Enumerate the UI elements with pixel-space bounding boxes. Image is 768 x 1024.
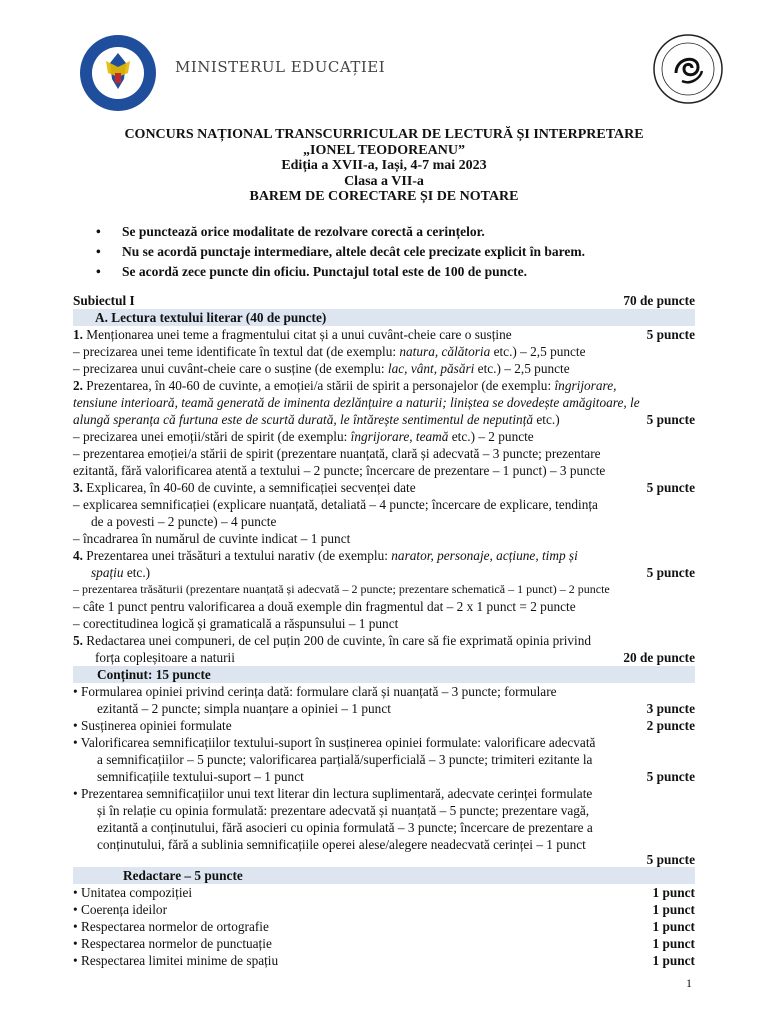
content-criterion-3: • Valorificarea semnificațiilor textului-suport în susținerea opiniei formulate: valorificare adecvată xyxy=(73,735,596,750)
content-criterion-2: • Susținerea opiniei formulate 2 puncte xyxy=(73,718,695,733)
content-heading: Conținut: 15 puncte xyxy=(73,666,695,683)
content-criterion-4-cont: ezitantă a conținutului, fără asocieri cu opinia formulată – 3 puncte; încercare de prezentare a xyxy=(97,820,593,835)
contest-name: „IONEL TEODOREANU” xyxy=(303,142,465,158)
item-2: 2. Prezentarea, în 40-60 de cuvinte, a emoției/a stării de spirit a personajelor (de exemplu: îngrijorare, xyxy=(73,378,617,393)
item-2-examples: tensiune interioară, teamă generată de iminenta dezlănțuire a naturii; liniștea se dovedește amăgitoare, le xyxy=(73,395,640,410)
edition-line: Ediția a XVII-a, Iași, 4-7 mai 2023 xyxy=(281,158,487,173)
item-4-cont: spațiu etc.) 5 puncte xyxy=(91,565,695,580)
content-criterion-3-cont: a semnificațiilor – 5 puncte; valorificarea parțială/superficială – 3 puncte; trimiteri ezitante la xyxy=(97,752,593,767)
item-3: 3. Explicarea, în 40-60 de cuvinte, a semnificației secvenței date 5 puncte xyxy=(73,480,695,495)
item-4-sub-a: – prezentarea trăsăturii (prezentare nuanțată și adecvată – 2 puncte; prezentare schematică – 1 punct) – 2 puncte xyxy=(73,582,610,596)
item-3-sub-b: – încadrarea în numărul de cuvinte indicat – 1 punct xyxy=(73,531,351,546)
rule-item: • Se acordă zece puncte din oficiu. Punctajul total este de 100 de puncte. xyxy=(96,262,716,282)
redactare-item: • Respectarea normelor de punctuație 1 punct xyxy=(73,936,695,951)
redactare-item: • Coerența ideilor 1 punct xyxy=(73,902,695,917)
barem-title: BAREM DE CORECTARE ȘI DE NOTARE xyxy=(249,189,519,204)
content-criterion-4-cont: și în relație cu opinia formulată: prezentare adecvată și nuanțată – 5 puncte; prezentare vagă, xyxy=(97,803,590,818)
redactare-heading: Redactare – 5 puncte xyxy=(73,867,695,884)
contest-title: CONCURS NAȚIONAL TRANSCURRICULAR DE LECTURĂ ȘI INTERPRETARE xyxy=(124,127,644,142)
grade-line: Clasa a VII-a xyxy=(344,173,424,189)
redactare-item: • Respectarea normelor de ortografie 1 punct xyxy=(73,919,695,934)
redactare-item: • Unitatea compoziției 1 punct xyxy=(73,885,695,900)
item-2-sub-b: – prezentarea emoției/a stării de spirit (prezentare nuanțată, clară și adecvată – 3 puncte; prezentare xyxy=(73,446,601,461)
rule-item: • Se punctează orice modalitate de rezolvare corectă a cerințelor. xyxy=(96,222,716,242)
content-criterion-3-end: semnificațiile textului-suport – 1 punct 5 puncte xyxy=(97,769,695,784)
item-4-sub-c: – corectitudinea logică și gramaticală a răspunsului – 1 punct xyxy=(73,616,399,631)
item-5: 5. Redactarea unei compuneri, de cel puțin 200 de cuvinte, în care să fie exprimată opinia privind xyxy=(73,633,592,648)
item-3-sub-a-cont: de a povesti – 2 puncte) – 4 puncte xyxy=(91,514,277,529)
subject-heading: Subiectul I 70 de puncte xyxy=(73,293,695,308)
item-1-sub-b: – precizarea unui cuvânt-cheie care o susține (de exemplu: lac, vânt, păsări etc.) – 2,5 puncte xyxy=(73,361,570,376)
item-4-sub-b: – câte 1 punct pentru valorificarea a două exemple din fragmentul dat – 2 x 1 punct = 2 puncte xyxy=(73,599,576,614)
redactare-item: • Respectarea limitei minime de spațiu 1 punct xyxy=(73,953,695,968)
item-5-cont: forța copleșitoare a naturii 20 de puncte xyxy=(95,650,695,665)
general-rules-list xyxy=(96,222,716,282)
content-criterion-4-cont: conținutului, fără a sublinia semnificațiile operei alese/alegere neadecvată cerinței – 1 punct xyxy=(97,837,586,852)
item-2-sub-a: – precizarea unei emoții/stări de spirit (de exemplu: îngrijorare, teamă etc.) – 2 puncte xyxy=(73,429,534,444)
college-seal-logo xyxy=(652,33,724,105)
item-1: 1. Menționarea unei teme a fragmentului citat și a unui cuvânt-cheie care o susține 5 puncte xyxy=(73,327,695,342)
content-criterion-4: • Prezentarea semnificațiilor unui text literar din lectura suplimentară, adecvate cerinței formulate xyxy=(73,786,593,801)
document-title-block xyxy=(0,127,768,205)
government-seal-logo xyxy=(78,33,158,113)
ministry-name: MINISTERUL EDUCAȚIEI xyxy=(175,58,386,76)
item-4: 4. Prezentarea unei trăsături a textului narativ (de exemplu: narator, personaje, acțiune, timp și xyxy=(73,548,578,563)
content-criterion-1: • Formularea opiniei privind cerința dată: formulare clară și nuanțată – 3 puncte; formulare xyxy=(73,684,557,699)
item-2-examples-end: alungă speranța că furtuna este de scurtă durată, le întărește sentimentul de neputință etc.) 5 puncte xyxy=(73,412,695,427)
item-1-sub-a: – precizarea unei teme identificate în textul dat (de exemplu: natura, călătoria etc.) – 2,5 puncte xyxy=(73,344,586,359)
page-number: 1 xyxy=(686,976,692,990)
item-3-sub-a: – explicarea semnificației (explicare nuanțată, detaliată – 4 puncte; încercare de explicare, tendința xyxy=(73,497,598,512)
content-criterion-1-cont: ezitantă – 2 puncte; simpla nuanțare a opiniei – 1 punct 3 puncte xyxy=(97,701,695,716)
item-2-sub-b-cont: ezitantă, fără valorificarea atentă a textului – 2 puncte; încercare de prezentare – 1 punct) – 3 puncte xyxy=(73,463,606,478)
rule-item: • Nu se acordă punctaje intermediare, altele decât cele precizate explicit în barem. xyxy=(96,242,716,262)
part-a-heading: A. Lectura textului literar (40 de puncte) xyxy=(73,309,695,326)
